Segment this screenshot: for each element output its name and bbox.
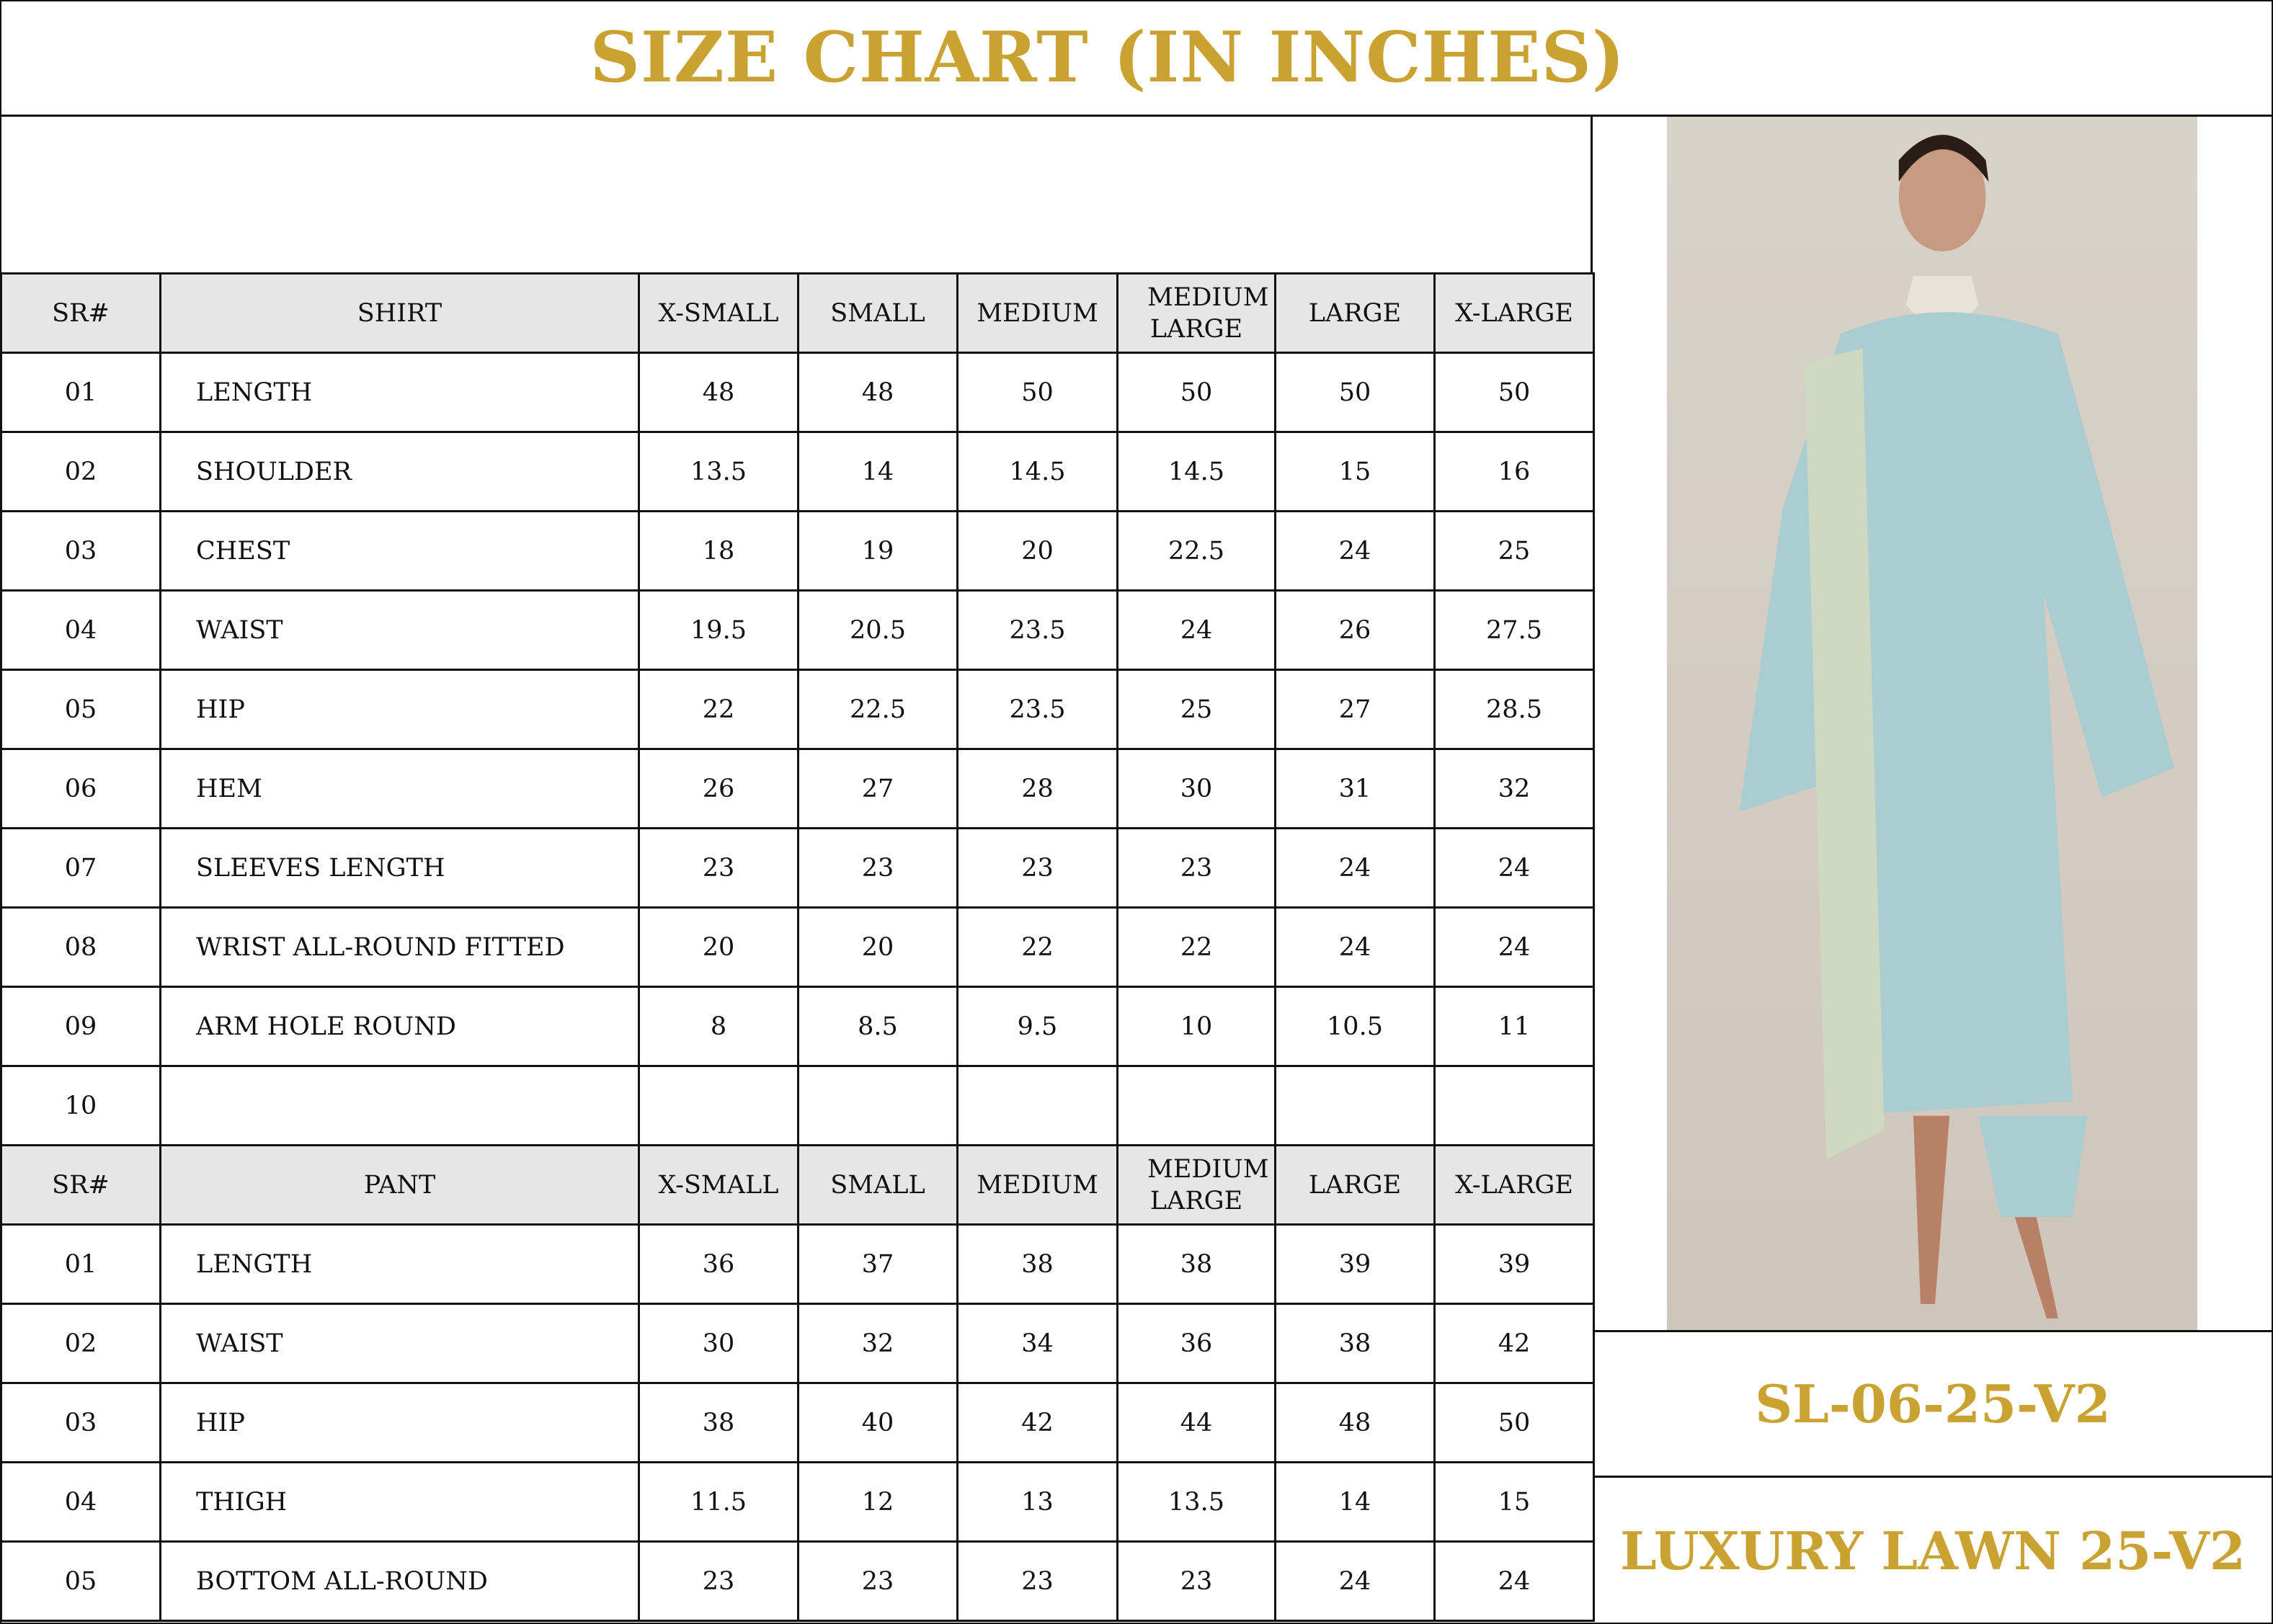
- shirt-table-row: [1, 908, 1594, 987]
- measurement-value: 50: [1435, 353, 1594, 432]
- measurement-value: 23: [799, 829, 958, 908]
- size-header: SMALL: [799, 274, 958, 353]
- sr-number: 10: [1, 1066, 161, 1146]
- measurement-value: 20: [958, 512, 1118, 591]
- measurement-value: 13.5: [639, 432, 799, 512]
- shirt-table-row: [1, 987, 1594, 1066]
- measurement-value: 24: [1276, 908, 1435, 987]
- measurement-value: 24: [1276, 829, 1435, 908]
- measurement-label: LENGTH: [161, 1225, 639, 1304]
- pant-table-row: [1, 1225, 1594, 1304]
- measurement-value: 24: [1435, 829, 1594, 908]
- measurement-value: 18: [639, 512, 799, 591]
- measurement-value: 27.5: [1435, 591, 1594, 670]
- measurement-value: 22.5: [1118, 512, 1276, 591]
- sr-number: 02: [1, 1304, 161, 1383]
- measurement-value: 10.5: [1276, 987, 1435, 1066]
- sr-number: 05: [1, 670, 161, 749]
- shirt-table-row: [1, 829, 1594, 908]
- measurement-value: 44: [1118, 1383, 1276, 1463]
- shirt-column-header: SHIRT: [161, 274, 639, 353]
- measurement-value: 13: [958, 1463, 1118, 1542]
- measurement-value: 16: [1435, 432, 1594, 512]
- measurement-value: 15: [1435, 1463, 1594, 1542]
- size-header: MEDIUM LARGE: [1118, 1146, 1276, 1225]
- model-illustration: [1667, 117, 2197, 1330]
- size-header: X-SMALL: [639, 1146, 799, 1225]
- measurement-label: WAIST: [161, 591, 639, 670]
- product-panel: [1593, 117, 2273, 1624]
- measurement-value: 22.5: [799, 670, 958, 749]
- sr-number: 03: [1, 1383, 161, 1463]
- measurement-label: BOTTOM ALL-ROUND: [161, 1542, 639, 1621]
- size-header: MEDIUM: [958, 1146, 1118, 1225]
- pant-table-row: [1, 1542, 1594, 1621]
- measurement-value: 36: [639, 1225, 799, 1304]
- collection-box: [1593, 1478, 2273, 1624]
- measurement-value: 39: [1276, 1225, 1435, 1304]
- shirt-table-row: [1, 512, 1594, 591]
- measurement-value: 11.5: [639, 1463, 799, 1542]
- measurement-value: 12: [799, 1463, 958, 1542]
- size-header: SMALL: [799, 1146, 958, 1225]
- measurement-value: 27: [1276, 670, 1435, 749]
- product-code: SL-06-25-V2: [1755, 1373, 2111, 1435]
- measurement-value: 23: [639, 829, 799, 908]
- size-header: X-LARGE: [1435, 274, 1594, 353]
- measurement-value: 19.5: [639, 591, 799, 670]
- measurement-value: 38: [958, 1225, 1118, 1304]
- title-bar: [0, 0, 2273, 117]
- measurement-label: HIP: [161, 670, 639, 749]
- sr-number: 04: [1, 591, 161, 670]
- measurement-label: ARM HOLE ROUND: [161, 987, 639, 1066]
- measurement-value: 32: [799, 1304, 958, 1383]
- measurement-value: 50: [1118, 353, 1276, 432]
- measurement-value: 23: [958, 1542, 1118, 1621]
- product-photo: [1667, 117, 2197, 1330]
- shirt-header-row: [1, 274, 1594, 353]
- measurement-value: [1118, 1066, 1276, 1146]
- measurement-value: 20: [639, 908, 799, 987]
- sr-number: 05: [1, 1542, 161, 1621]
- measurement-value: 28: [958, 749, 1118, 829]
- measurement-value: 22: [1118, 908, 1276, 987]
- measurement-value: 24: [1435, 1542, 1594, 1621]
- product-code-box: [1593, 1330, 2273, 1478]
- measurement-label: HIP: [161, 1383, 639, 1463]
- sr-number: 01: [1, 353, 161, 432]
- sr-number: 06: [1, 749, 161, 829]
- measurement-value: 23: [958, 829, 1118, 908]
- measurement-value: 20: [799, 908, 958, 987]
- measurement-value: [1435, 1066, 1594, 1146]
- measurement-value: 34: [958, 1304, 1118, 1383]
- measurement-value: 39: [1435, 1225, 1594, 1304]
- measurement-label: WRIST ALL-ROUND FITTED: [161, 908, 639, 987]
- measurement-value: 23.5: [958, 591, 1118, 670]
- measurement-value: 23.5: [958, 670, 1118, 749]
- measurement-value: 50: [1276, 353, 1435, 432]
- size-header: X-LARGE: [1435, 1146, 1594, 1225]
- measurement-value: 10: [1118, 987, 1276, 1066]
- measurement-value: 50: [1435, 1383, 1594, 1463]
- measurement-value: 48: [1276, 1383, 1435, 1463]
- sr-number: 03: [1, 512, 161, 591]
- sr-number: 01: [1, 1225, 161, 1304]
- measurement-value: 40: [799, 1383, 958, 1463]
- measurement-value: 38: [639, 1383, 799, 1463]
- measurement-label: LENGTH: [161, 353, 639, 432]
- measurement-value: 8: [639, 987, 799, 1066]
- size-header: X-SMALL: [639, 274, 799, 353]
- measurement-value: 23: [1118, 1542, 1276, 1621]
- measurement-value: 26: [1276, 591, 1435, 670]
- shirt-table-row: [1, 591, 1594, 670]
- collection-name: LUXURY LAWN 25-V2: [1620, 1520, 2246, 1581]
- shirt-table-row: [1, 353, 1594, 432]
- pant-header-row: [1, 1146, 1594, 1225]
- measurement-label: THIGH: [161, 1463, 639, 1542]
- measurement-value: 32: [1435, 749, 1594, 829]
- pant-table-row: [1, 1463, 1594, 1542]
- measurement-value: 42: [958, 1383, 1118, 1463]
- measurement-value: 11: [1435, 987, 1594, 1066]
- measurement-value: 26: [639, 749, 799, 829]
- measurement-value: 20.5: [799, 591, 958, 670]
- measurement-value: 31: [1276, 749, 1435, 829]
- size-chart-table: [0, 272, 1595, 1622]
- measurement-value: 30: [1118, 749, 1276, 829]
- shirt-table-row: [1, 1066, 1594, 1146]
- measurement-value: [639, 1066, 799, 1146]
- measurement-value: 50: [958, 353, 1118, 432]
- sr-number: 08: [1, 908, 161, 987]
- measurement-value: 38: [1118, 1225, 1276, 1304]
- sr-header: SR#: [1, 1146, 161, 1225]
- size-header: MEDIUM LARGE: [1118, 274, 1276, 353]
- sr-number: 04: [1, 1463, 161, 1542]
- measurement-value: 13.5: [1118, 1463, 1276, 1542]
- measurement-value: 22: [639, 670, 799, 749]
- measurement-value: 48: [639, 353, 799, 432]
- measurement-value: 23: [799, 1542, 958, 1621]
- measurement-value: [1276, 1066, 1435, 1146]
- measurement-value: 36: [1118, 1304, 1276, 1383]
- size-header: MEDIUM: [958, 274, 1118, 353]
- measurement-value: 14.5: [1118, 432, 1276, 512]
- measurement-value: 22: [958, 908, 1118, 987]
- measurement-value: 23: [1118, 829, 1276, 908]
- measurement-label: HEM: [161, 749, 639, 829]
- measurement-value: 25: [1435, 512, 1594, 591]
- measurement-value: 15: [1276, 432, 1435, 512]
- sr-number: 07: [1, 829, 161, 908]
- measurement-value: 24: [1435, 908, 1594, 987]
- measurement-value: 24: [1118, 591, 1276, 670]
- shirt-table-row: [1, 432, 1594, 512]
- measurement-value: 27: [799, 749, 958, 829]
- measurement-value: 38: [1276, 1304, 1435, 1383]
- measurement-label: [161, 1066, 639, 1146]
- measurement-value: 19: [799, 512, 958, 591]
- size-header: LARGE: [1276, 1146, 1435, 1225]
- measurement-value: [958, 1066, 1118, 1146]
- measurement-value: 37: [799, 1225, 958, 1304]
- pant-table-row: [1, 1304, 1594, 1383]
- measurement-value: 24: [1276, 512, 1435, 591]
- measurement-value: 42: [1435, 1304, 1594, 1383]
- measurement-label: CHEST: [161, 512, 639, 591]
- measurement-value: 23: [639, 1542, 799, 1621]
- measurement-value: 25: [1118, 670, 1276, 749]
- size-header: LARGE: [1276, 274, 1435, 353]
- measurement-value: 48: [799, 353, 958, 432]
- sr-number: 09: [1, 987, 161, 1066]
- sr-header: SR#: [1, 274, 161, 353]
- blank-area: [0, 117, 1593, 272]
- sr-number: 02: [1, 432, 161, 512]
- measurement-value: 30: [639, 1304, 799, 1383]
- measurement-label: SHOULDER: [161, 432, 639, 512]
- pant-column-header: PANT: [161, 1146, 639, 1225]
- measurement-value: 24: [1276, 1542, 1435, 1621]
- measurement-value: 9.5: [958, 987, 1118, 1066]
- measurement-value: 28.5: [1435, 670, 1594, 749]
- measurement-label: SLEEVES LENGTH: [161, 829, 639, 908]
- measurement-value: 8.5: [799, 987, 958, 1066]
- measurement-value: 14: [799, 432, 958, 512]
- pant-table-row: [1, 1383, 1594, 1463]
- measurement-label: WAIST: [161, 1304, 639, 1383]
- shirt-table-row: [1, 670, 1594, 749]
- measurement-value: 14: [1276, 1463, 1435, 1542]
- shirt-table-row: [1, 749, 1594, 829]
- page-title: SIZE CHART (IN INCHES): [590, 17, 1626, 98]
- measurement-value: [799, 1066, 958, 1146]
- measurement-value: 14.5: [958, 432, 1118, 512]
